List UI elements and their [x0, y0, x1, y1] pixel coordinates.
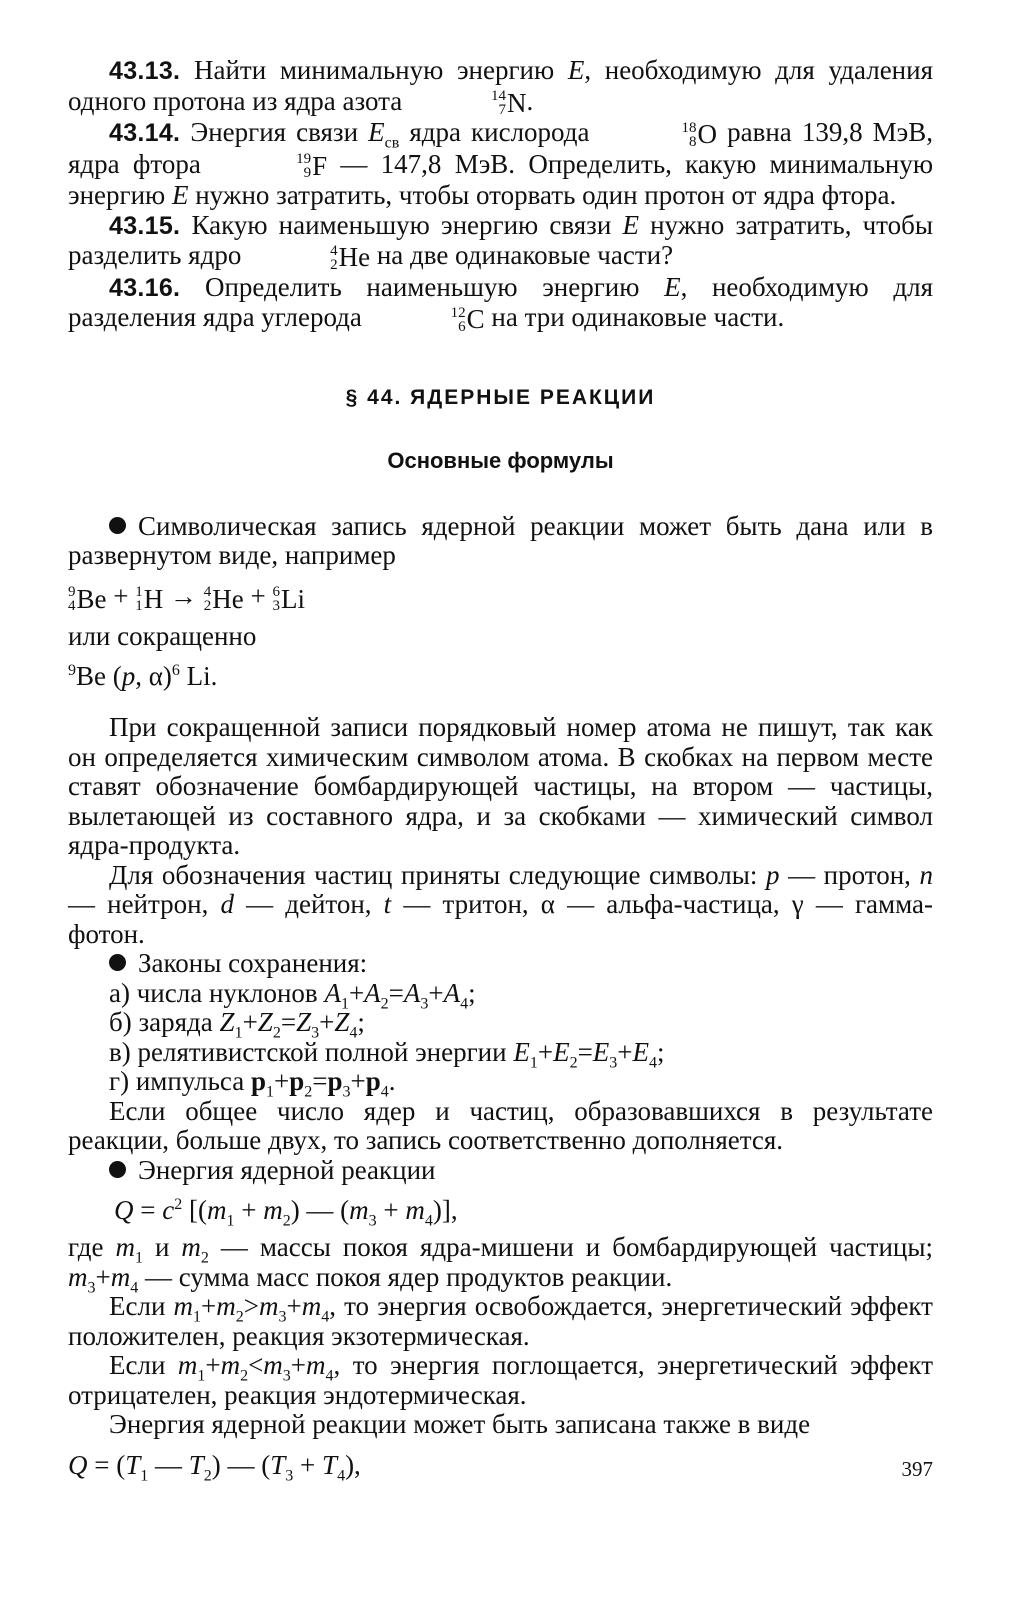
page-text: [68, 56, 933, 1482]
problem-number: 43.15.: [109, 211, 181, 240]
page-number: 397: [901, 1457, 933, 1481]
section-subtitle: Основные формулы: [387, 448, 614, 474]
law-momentum: г) импульса $p_1+p_2=p_3+p_4$.: [109, 1066, 396, 1101]
paragraph-particle-symbols: Для обозначения частиц приняты следующие символы: p — протон, n — нейтрон, d — дейтон, t — тритон, α — альфа-частица, γ — гамма-фотон.: [68, 859, 933, 949]
paragraph-energy-alt: Энергия ядерной реакции может быть записана также в виде: [109, 1409, 811, 1440]
law-nucleons: а) числа нуклонов $A_1+A_2=A_3+A_4$;: [109, 977, 476, 1012]
paragraph-exothermic: Если $m_1+m_2>m_3+m_4$, то энергия освобождается, энергетический эффект положителен, реакция экзотермическая.: [68, 1291, 933, 1351]
conservation-laws-title: Законы сохранения:: [68, 949, 933, 979]
nuclide-c12: 12 6 C: [450, 304, 485, 335]
paragraph-endothermic: Если $m_1+m_2<m_3+m_4$, то энергия поглощается, энергетический эффект отрицателен, реакция эндотермическая.: [68, 1350, 933, 1410]
nuclide-he4: 4 2 He: [330, 242, 371, 273]
law-energy: в) релятивистской полной энергии $E_1+E_2=E_3+E_4$;: [109, 1036, 665, 1071]
problem-43-14: 43.14. Энергия связи $E_{св}$ ядра кислорода 18 8 O равна 139,8 МэВ, ядра фтора 19 9 F — 147,8 МэВ. Определить, какую минимальную энергию E нужно затратить, чтобы оторвать один протон от ядра фтора.: [68, 117, 934, 211]
bullet-icon: [109, 517, 126, 534]
problem-number: 43.14.: [109, 119, 181, 148]
section-title: § 44. ЯДЕРНЫЕ РЕАКЦИИ: [345, 385, 656, 409]
nuclide-o18: 18 8 O: [681, 119, 718, 150]
equation-short-reaction: $^9$Be (p, α)$^6$ Li.: [68, 661, 218, 692]
bullet-icon: [109, 1161, 126, 1178]
nuclide-n14: 14 7 N: [491, 87, 527, 119]
paragraph-where-masses: где $m_1$ и $m_2$ — массы покоя ядра-мишени и бомбардирующей частицы; $m_3+m_4$ — сумма масс покоя ядер продуктов реакции.: [68, 1232, 934, 1296]
problem-43-16: 43.16. Определить наименьшую энергию E, необходимую для разделения ядра углерода 12 6 C на три одинаковые части.: [68, 271, 933, 335]
nuclide-f19: 19 9 F: [296, 150, 328, 182]
paragraph-short-notation: При сокращенной записи порядковый номер атома не пишут, так как он определяется химическим символом атома. В скобках на первом месте ставят обозначение бомбардирующей частицы, на втором — частицы, вылетающей из составного ядра, и за скобками — химический символ ядра-продукта.: [68, 712, 933, 861]
energy-title: Энергия ядерной реакции: [68, 1156, 933, 1186]
equation-q-mass: $Q = c^2$ [$(m_1 + m_2)$ — $(m_3 + m_4)$],: [114, 1195, 458, 1230]
problem-43-15: 43.15. Какую наименьшую энергию связи E нужно затратить, чтобы разделить ядро 4 2 He на две одинаковые части?: [68, 209, 933, 273]
paragraph-symbolic-notation: Символическая запись ядерной реакции может быть дана или в развернутом виде, например: [68, 510, 933, 571]
paragraph-more-particles: Если общее число ядер и частиц, образовавшихся в результате реакции, больше двух, то запись соответственно дополняется.: [68, 1095, 933, 1156]
bullet-icon: [109, 954, 126, 971]
equation-full-reaction: 9 4 Be + 1 1 H → 4 2 He + 6 3 Li: [68, 580, 305, 614]
equation-q-kinetic: $Q = (T_1$ — $T_2$) — $(T_3 + T_4)$,: [68, 1449, 361, 1484]
law-charge: б) заряда $Z_1+Z_2=Z_3+Z_4$;: [109, 1007, 365, 1042]
problem-number: 43.13.: [109, 57, 181, 85]
problem-number: 43.16.: [109, 273, 181, 302]
paragraph-or-short: или сокращенно: [68, 620, 257, 651]
problem-43-13: 43.13. Найти минимальную энергию E, необходимую для удаления одного протона из ядра азота 14 7 N.: [68, 55, 934, 119]
